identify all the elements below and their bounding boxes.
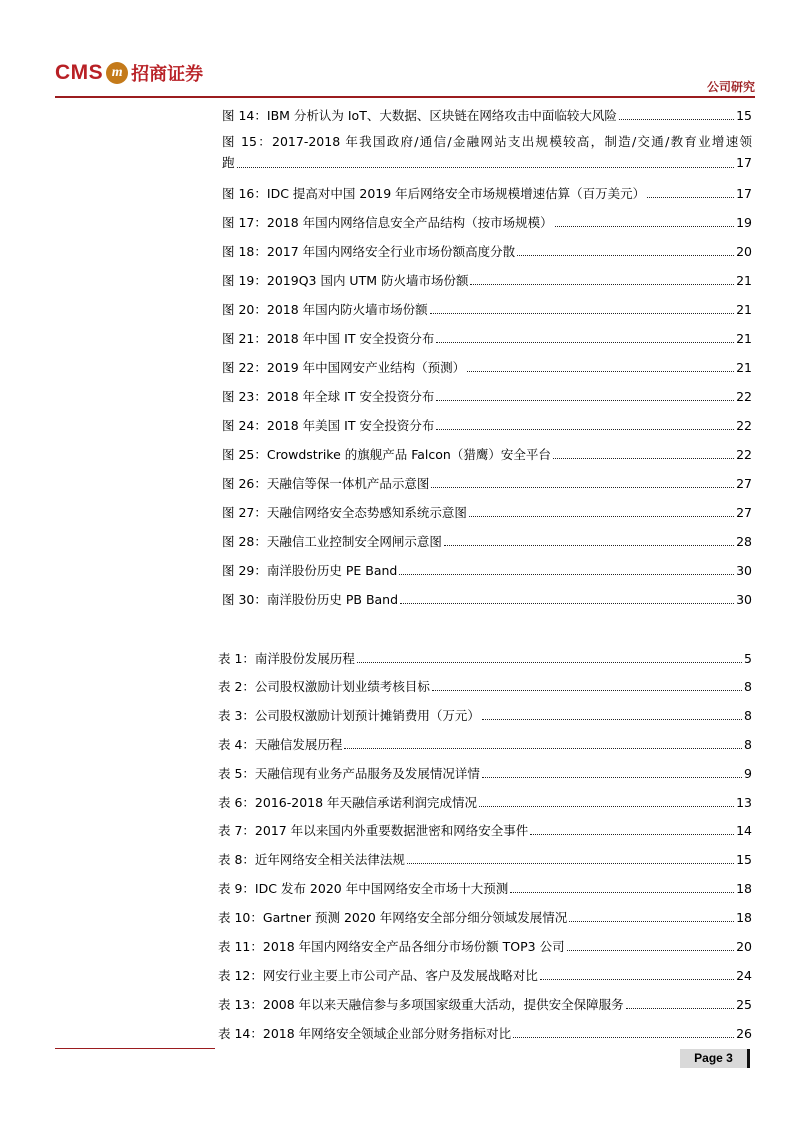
page-header xyxy=(55,58,755,98)
toc-entry-table-3[interactable]: 表 3：公司股权激励计划预计摊销费用（万元） 8 xyxy=(218,708,752,723)
toc-entry-table-2[interactable]: 表 2：公司股权激励计划业绩考核目标 8 xyxy=(218,679,752,694)
toc-entry-table-13[interactable]: 表 13：2008 年以来天融信参与多项国家级重大活动，提供安全保障服务 25 xyxy=(218,997,752,1012)
toc-entry-table-7[interactable]: 表 7：2017 年以来国内外重要数据泄密和网络安全事件 14 xyxy=(218,823,752,838)
footer-divider xyxy=(55,1048,215,1049)
logo-mark-icon: m xyxy=(106,62,128,84)
toc-entry-figure-27[interactable]: 图 27：天融信网络安全态势感知系统示意图 27 xyxy=(222,505,752,520)
logo-text: CMS xyxy=(55,61,104,84)
toc-entry-table-12[interactable]: 表 12：网安行业主要上市公司产品、客户及发展战略对比 24 xyxy=(218,968,752,983)
toc-entry-table-10[interactable]: 表 10：Gartner 预测 2020 年网络安全部分细分领域发展情况 18 xyxy=(218,910,752,925)
toc-entry-figure-18[interactable]: 图 18：2017 年国内网络安全行业市场份额高度分散 20 xyxy=(222,244,752,259)
toc-entry-table-5[interactable]: 表 5：天融信现有业务产品服务及发展情况详情 9 xyxy=(218,766,752,781)
toc-entry-table-1[interactable]: 表 1：南洋股份发展历程 5 xyxy=(218,651,752,666)
toc-entry-figure-23[interactable]: 图 23：2018 年全球 IT 安全投资分布 22 xyxy=(222,389,752,404)
toc-entry-table-14[interactable]: 表 14：2018 年网络安全领域企业部分财务指标对比 26 xyxy=(218,1026,752,1041)
toc-entry-table-6[interactable]: 表 6：2016-2018 年天融信承诺利润完成情况 13 xyxy=(218,795,752,810)
logo-chinese-name: 招商证券 xyxy=(131,64,204,85)
page-number: Page 3 xyxy=(680,1049,750,1068)
report-type-label: 公司研究 xyxy=(706,80,755,94)
toc-entry-figure-29[interactable]: 图 29：南洋股份历史 PE Band 30 xyxy=(222,563,752,578)
toc-entry-figure-24[interactable]: 图 24：2018 年美国 IT 安全投资分布 22 xyxy=(222,418,752,433)
toc-entry-figure-16[interactable]: 图 16：IDC 提高对中国 2019 年后网络安全市场规模增速估算（百万美元） 17 xyxy=(222,186,752,201)
toc-entry-table-4[interactable]: 表 4：天融信发展历程 8 xyxy=(218,737,752,752)
header-divider xyxy=(55,96,755,98)
toc-entry-figure-22[interactable]: 图 22：2019 年中国网安产业结构（预测） 21 xyxy=(222,360,752,375)
cms-logo xyxy=(55,58,203,88)
toc-entry-figure-17[interactable]: 图 17：2018 年国内网络信息安全产品结构（按市场规模） 19 xyxy=(222,215,752,230)
toc-entry-table-8[interactable]: 表 8：近年网络安全相关法律法规 15 xyxy=(218,852,752,867)
toc-entry-figure-20[interactable]: 图 20：2018 年国内防火墙市场份额 21 xyxy=(222,302,752,317)
toc-entry-figure-14[interactable]: 图 14：IBM 分析认为 IoT、大数据、区块链在网络攻击中面临较大风险 15 xyxy=(222,108,752,123)
toc-entry-figure-19[interactable]: 图 19：2019Q3 国内 UTM 防火墙市场份额 21 xyxy=(222,273,752,288)
toc-entry-figure-21[interactable]: 图 21：2018 年中国 IT 安全投资分布 21 xyxy=(222,331,752,346)
toc-entry-figure-26[interactable]: 图 26：天融信等保一体机产品示意图 27 xyxy=(222,476,752,491)
toc-entry-table-11[interactable]: 表 11：2018 年国内网络安全产品各细分市场份额 TOP3 公司 20 xyxy=(218,939,752,954)
toc-entry-figure-28[interactable]: 图 28：天融信工业控制安全网闸示意图 28 xyxy=(222,534,752,549)
toc-entry-figure-30[interactable]: 图 30：南洋股份历史 PB Band 30 xyxy=(222,592,752,607)
toc-entry-table-9[interactable]: 表 9：IDC 发布 2020 年中国网络安全市场十大预测 18 xyxy=(218,881,752,896)
toc-entry-figure-15[interactable]: 图 15：2017-2018 年我国政府/通信/金融网站支出规模较高，制造/交通/教育业增速领 跑 17 xyxy=(222,134,752,170)
toc-entry-figure-25[interactable]: 图 25：Crowdstrike 的旗舰产品 Falcon（猎鹰）安全平台 22 xyxy=(222,447,752,462)
